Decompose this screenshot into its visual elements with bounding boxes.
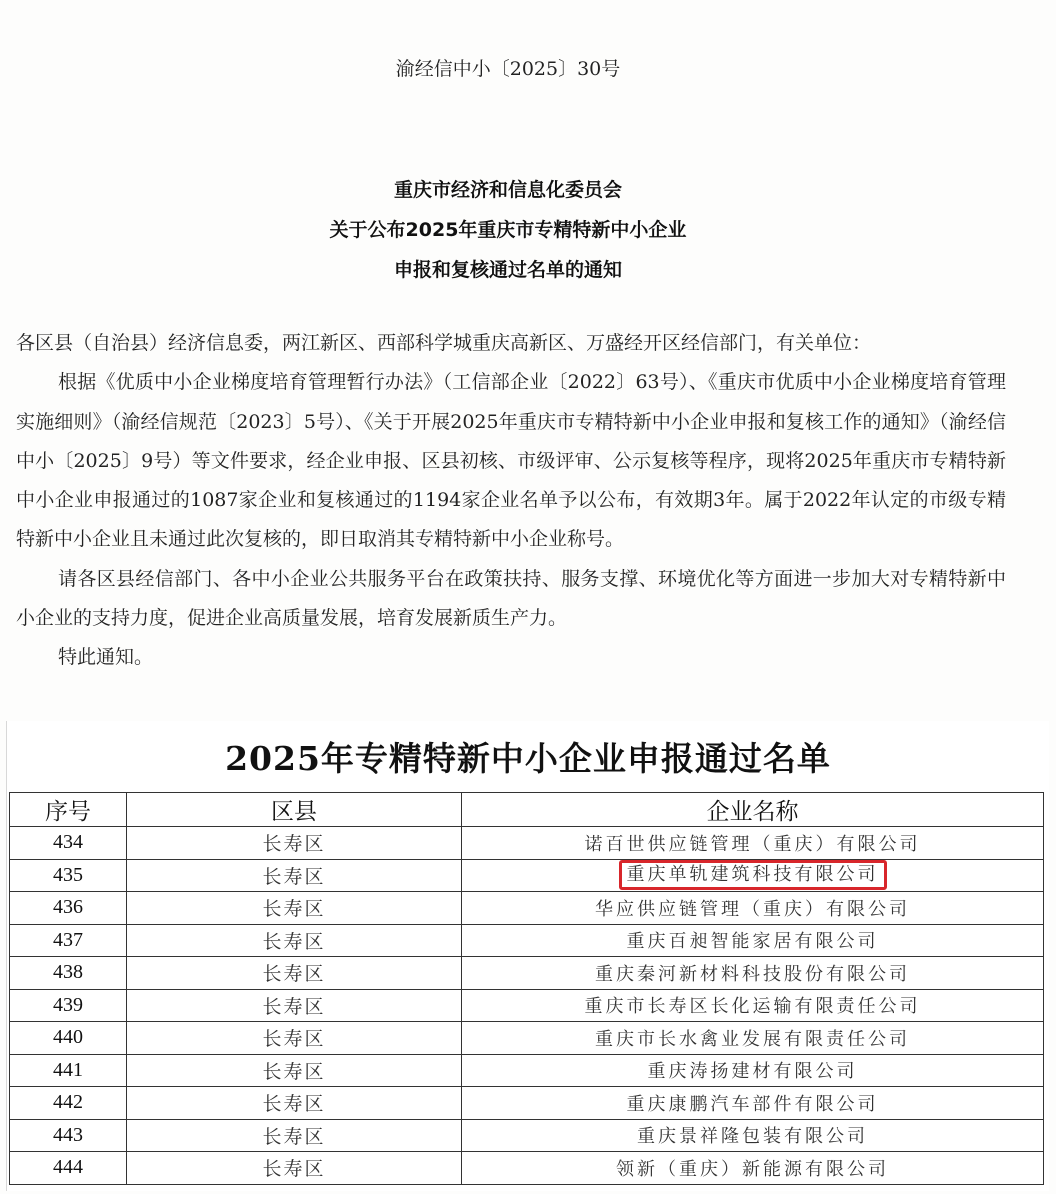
header-serial: 序号 (10, 793, 127, 827)
row-district: 长寿区 (127, 1087, 462, 1120)
table-row (10, 827, 1044, 860)
row-district: 长寿区 (127, 924, 462, 957)
highlight-box: 重庆单轨建筑科技有限公司 (619, 860, 887, 890)
row-serial: 436 (10, 892, 127, 925)
title-line-subject-cont: 申报和复核通过名单的通知 (393, 259, 622, 281)
row-district: 长寿区 (127, 859, 462, 892)
row-serial: 435 (10, 859, 127, 892)
roster-header-row (10, 793, 1044, 827)
row-company: 诺百世供应链管理（重庆）有限公司 (462, 827, 1044, 860)
row-serial: 444 (10, 1152, 127, 1185)
row-district: 长寿区 (127, 1152, 462, 1185)
row-company: 重庆秦河新材料科技股份有限公司 (462, 957, 1044, 990)
row-company: 重庆百昶智能家居有限公司 (462, 924, 1044, 957)
row-company: 重庆涛扬建材有限公司 (462, 1054, 1044, 1087)
row-company: 重庆康鹏汽车部件有限公司 (462, 1087, 1044, 1120)
row-district: 长寿区 (127, 1022, 462, 1055)
row-district: 长寿区 (127, 1054, 462, 1087)
row-company: 重庆景祥隆包装有限公司 (462, 1119, 1044, 1152)
row-serial: 440 (10, 1022, 127, 1055)
table-row (10, 924, 1044, 957)
row-company: 领新（重庆）新能源有限公司 (462, 1152, 1044, 1185)
row-company-highlighted (462, 859, 1044, 892)
table-row (10, 892, 1044, 925)
table-row (10, 1087, 1044, 1120)
table-row (10, 1119, 1044, 1152)
title-line-issuer: 重庆市经济和信息化委员会 (393, 179, 622, 201)
row-district: 长寿区 (127, 827, 462, 860)
roster-table (9, 792, 1044, 1185)
row-district: 长寿区 (127, 957, 462, 990)
row-serial: 437 (10, 924, 127, 957)
table-row (10, 859, 1044, 892)
closing-paragraph: 特此通知。 (58, 646, 154, 669)
header-district: 区县 (127, 793, 462, 827)
table-row (10, 1054, 1044, 1087)
table-row (10, 957, 1044, 990)
table-row (10, 989, 1044, 1022)
row-serial: 441 (10, 1054, 127, 1087)
row-company: 华应供应链管理（重庆）有限公司 (462, 892, 1044, 925)
basis-paragraph: 根据《优质中小企业梯度培育管理暂行办法》（工信部企业〔2022〕63号）、《重庆市优质中小企业梯度培育管理实施细则》（渝经信规范〔2023〕5号）、《关于开展2025年重庆市专精特新中小企业申报和复核工作的通知》（渝经信中小〔2025〕9号）等文件要求，经企业申报、区县初核、市级评审、公示复核等程序，现将2025年重庆市专精特新中小企业申报通过的1087家企业和复核通过的1194家企业名单予以公布，有效期3年。属于2022年认定的市级专精特新中小企业且未通过此次复核的，即日取消其专精特新中小企业称号。 (16, 371, 1006, 551)
row-district: 长寿区 (127, 892, 462, 925)
row-company: 重庆市长水禽业发展有限责任公司 (462, 1022, 1044, 1055)
table-row (10, 1152, 1044, 1185)
header-company: 企业名称 (462, 793, 1044, 827)
table-row (10, 1022, 1044, 1055)
row-serial: 443 (10, 1119, 127, 1152)
row-serial: 439 (10, 989, 127, 1022)
notice-title (0, 170, 1016, 290)
request-paragraph: 请各区县经信部门、各中小企业公共服务平台在政策扶持、服务支撑、环境优化等方面进一步加大对专精特新中小企业的支持力度，促进企业高质量发展，培育发展新质生产力。 (16, 567, 1006, 630)
notice-body (16, 324, 1006, 678)
row-serial: 434 (10, 827, 127, 860)
row-district: 长寿区 (127, 989, 462, 1022)
document-number: 渝经信中小〔2025〕30号 (395, 58, 621, 80)
roster-section (6, 721, 1049, 1191)
title-line-subject: 关于公布2025年重庆市专精特新中小企业 (329, 219, 687, 241)
row-serial: 438 (10, 957, 127, 990)
row-serial: 442 (10, 1087, 127, 1120)
row-district: 长寿区 (127, 1119, 462, 1152)
row-company: 重庆市长寿区长化运输有限责任公司 (462, 989, 1044, 1022)
roster-title: 2025年专精特新中小企业申报通过名单 (225, 739, 831, 778)
salutation-paragraph: 各区县（自治县）经济信息委，两江新区、西部科学城重庆高新区、万盛经开区经信部门，有关单位： (16, 332, 872, 354)
